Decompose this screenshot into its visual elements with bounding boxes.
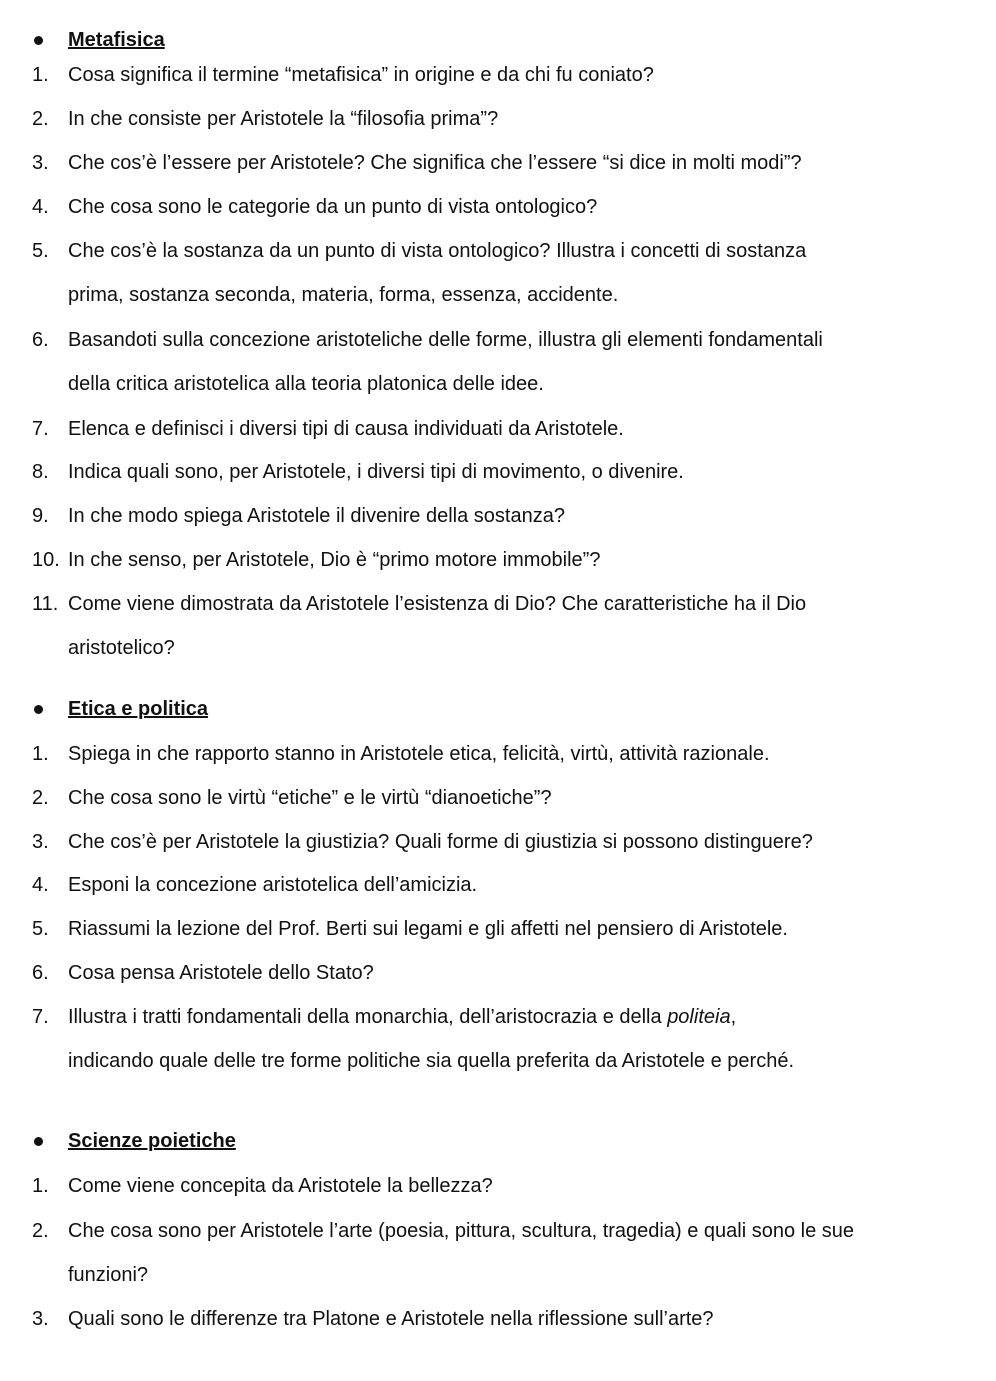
question-item: [32, 407, 932, 451]
question-item: [32, 582, 932, 670]
question-text: Quali sono le differenze tra Platone e Aristotele nella riflessione sull’arte?: [68, 1308, 714, 1330]
question-text: Che cosa sono le virtù “etiche” e le virtù “dianoetiche”?: [68, 787, 552, 809]
question-number: 6.: [32, 329, 49, 351]
question-text: Che cosa sono le categorie da un punto di vista ontologico?: [68, 196, 598, 218]
question-text-continued: funzioni?: [68, 1264, 149, 1286]
question-text: Che cos’è l’essere per Aristotele? Che significa che l’essere “si dice in molti modi”?: [68, 152, 802, 174]
question-number: 3.: [32, 831, 49, 853]
question-number: 10.: [32, 549, 60, 571]
question-text: Spiega in che rapporto stanno in Aristotele etica, felicità, virtù, attività razionale.: [68, 743, 770, 765]
question-item: [32, 732, 932, 776]
question-text: Che cosa sono per Aristotele l’arte (poesia, pittura, scultura, tragedia) e quali sono le sue: [68, 1220, 854, 1242]
question-number: 8.: [32, 461, 49, 483]
question-text: Indica quali sono, per Aristotele, i diversi tipi di movimento, o divenire.: [68, 461, 684, 483]
question-text: Che cos’è la sostanza da un punto di vista ontologico? Illustra i concetti di sostanza: [68, 240, 807, 262]
question-text: Esponi la concezione aristotelica dell’amicizia.: [68, 874, 478, 896]
question-number: 5.: [32, 240, 49, 262]
question-item: [32, 494, 932, 538]
question-text: Che cos’è per Aristotele la giustizia? Quali forme di giustizia si possono distinguere?: [68, 831, 813, 853]
question-text: Riassumi la lezione del Prof. Berti sui legami e gli affetti nel pensiero di Aristotele.: [68, 918, 788, 940]
question-item: [32, 53, 932, 97]
question-item: [32, 97, 932, 141]
question-item: [32, 995, 932, 1083]
question-item: [32, 229, 932, 317]
question-item: [32, 863, 932, 907]
question-number: 4.: [32, 874, 49, 896]
section-title: Scienze poietiche: [68, 1130, 236, 1152]
question-number: 6.: [32, 962, 49, 984]
question-item: [32, 538, 932, 582]
bullet-icon: [34, 36, 43, 45]
question-text: Cosa significa il termine “metafisica” in origine e da chi fu coniato?: [68, 64, 654, 86]
question-number: 1.: [32, 1175, 49, 1197]
question-item: [32, 776, 932, 820]
question-text: Cosa pensa Aristotele dello Stato?: [68, 962, 374, 984]
question-text: In che modo spiega Aristotele il divenire della sostanza?: [68, 505, 565, 527]
question-text: Basandoti sulla concezione aristoteliche delle forme, illustra gli elementi fondamentali: [68, 329, 823, 351]
question-text-continued: indicando quale delle tre forme politiche sia quella preferita da Aristotele e perché.: [68, 1050, 794, 1072]
question-text-continued: prima, sostanza seconda, materia, forma, essenza, accidente.: [68, 284, 619, 306]
bullet-icon: [34, 1137, 43, 1146]
question-item: [32, 1209, 932, 1297]
question-text-continued: aristotelico?: [68, 637, 175, 659]
question-number: 11.: [32, 593, 59, 615]
question-number: 2.: [32, 787, 49, 809]
question-text: In che consiste per Aristotele la “filosofia prima”?: [68, 108, 499, 130]
question-number: 5.: [32, 918, 49, 940]
question-item: [32, 907, 932, 951]
question-item: [32, 185, 932, 229]
question-text: Come viene concepita da Aristotele la bellezza?: [68, 1175, 493, 1197]
bullet-icon: [34, 705, 43, 714]
question-number: 3.: [32, 152, 49, 174]
question-number: 2.: [32, 1220, 49, 1242]
question-number: 7.: [32, 418, 49, 440]
question-number: 1.: [32, 743, 49, 765]
question-number: 3.: [32, 1308, 49, 1330]
question-item: [32, 1297, 932, 1341]
question-item: [32, 450, 932, 494]
question-text-italic: politeia: [667, 1006, 731, 1028]
question-number: 7.: [32, 1006, 49, 1028]
question-text: In che senso, per Aristotele, Dio è “primo motore immobile”?: [68, 549, 601, 571]
question-item: [32, 951, 932, 995]
question-number: 2.: [32, 108, 49, 130]
question-text-punct: ,: [730, 1006, 737, 1028]
question-item: [32, 141, 932, 185]
question-item: [32, 318, 932, 406]
question-item: [32, 820, 932, 864]
question-item: [32, 1164, 932, 1208]
question-text: Elenca e definisci i diversi tipi di causa individuati da Aristotele.: [68, 418, 624, 440]
section-title: Etica e politica: [68, 698, 209, 720]
question-text-continued: della critica aristotelica alla teoria platonica delle idee.: [68, 373, 544, 395]
section-title: Metafisica: [68, 29, 165, 51]
question-text: Illustra i tratti fondamentali della monarchia, dell’aristocrazia e della: [68, 1006, 668, 1028]
question-number: 4.: [32, 196, 49, 218]
question-text: Come viene dimostrata da Aristotele l’esistenza di Dio? Che caratteristiche ha il Dio: [68, 593, 807, 615]
question-number: 1.: [32, 64, 49, 86]
question-number: 9.: [32, 505, 49, 527]
